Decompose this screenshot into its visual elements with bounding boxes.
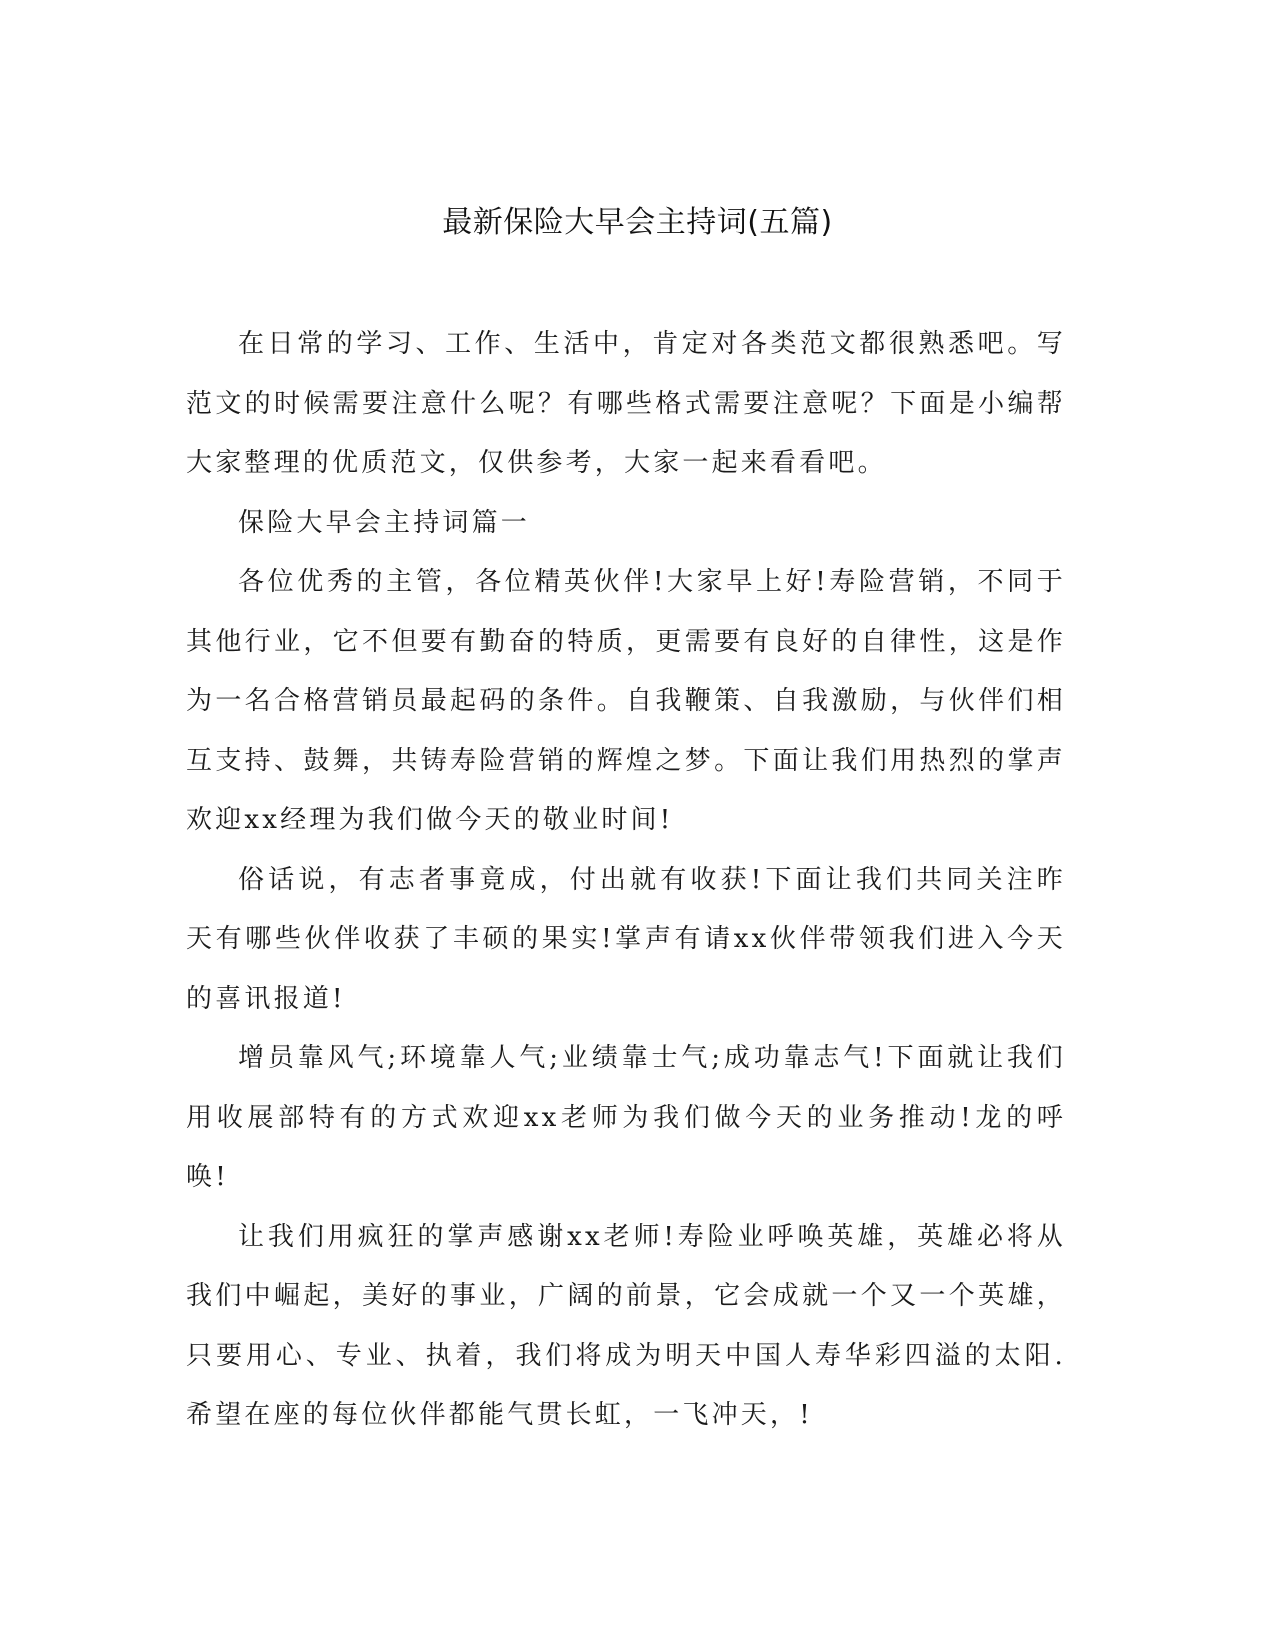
document-title: 最新保险大早会主持词(五篇): [442, 205, 833, 240]
body-paragraph: 俗话说，有志者事竟成，付出就有收获!下面让我们共同关注昨天有哪些伙伴收获了丰硕的果实!掌声有请xx伙伴带领我们进入今天的喜讯报道!: [186, 864, 1066, 1014]
document-body: [186, 315, 1066, 1446]
section-heading: 保险大早会主持词篇一: [238, 507, 531, 538]
intro-paragraph: 在日常的学习、工作、生活中，肯定对各类范文都很熟悉吧。写范文的时候需要注意什么呢？有哪些格式需要注意呢？下面是小编帮大家整理的优质范文，仅供参考，大家一起来看看吧。: [186, 329, 1066, 478]
body-paragraph: 各位优秀的主管，各位精英伙伴!大家早上好!寿险营销，不同于其他行业，它不但要有勤奋的特质，更需要有良好的自律性，这是作为一名合格营销员最起码的条件。自我鞭策、自我激励，与伙伴们相互支持、鼓舞，共铸寿险营销的辉煌之梦。下面让我们用热烈的掌声欢迎xx经理为我们做今天的敬业时间!: [186, 567, 1066, 835]
body-paragraph: 让我们用疯狂的掌声感谢xx老师!寿险业呼唤英雄，英雄必将从我们中崛起，美好的事业，广阔的前景，它会成就一个又一个英雄，只要用心、专业、执着，我们将成为明天中国人寿华彩四溢的太阳.希望在座的每位伙伴都能气贯长虹，一飞冲天，!: [186, 1221, 1066, 1430]
body-paragraph: 增员靠风气;环境靠人气;业绩靠士气;成功靠志气!下面就让我们用收展部特有的方式欢迎xx老师为我们做今天的业务推动!龙的呼唤!: [186, 1043, 1066, 1192]
